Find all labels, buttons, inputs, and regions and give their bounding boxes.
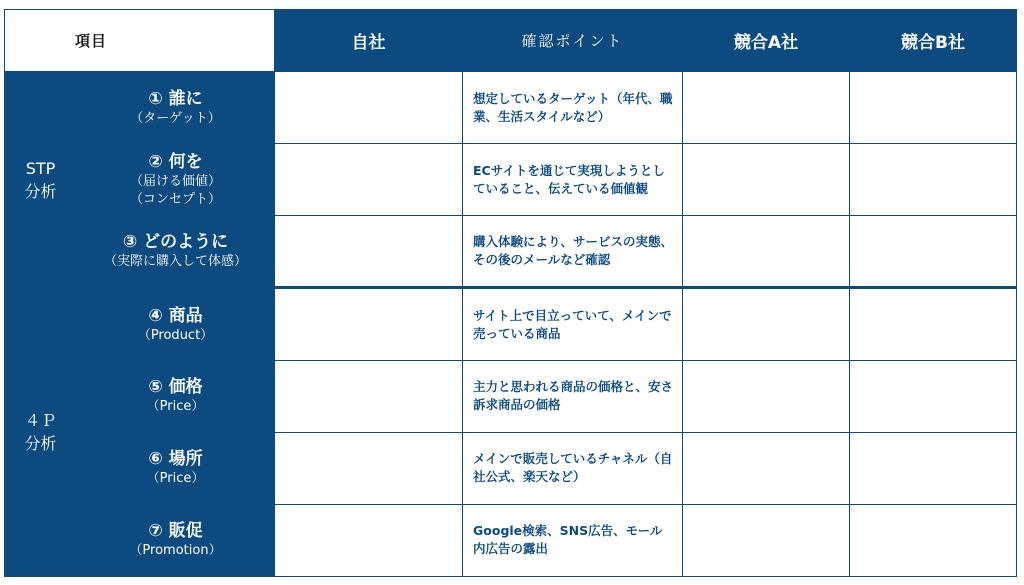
competitor-b-cell[interactable] xyxy=(850,144,1017,216)
item-cell xyxy=(77,432,275,504)
check-point-cell: Google検索、SNS広告、モール内広告の露出 xyxy=(463,504,683,576)
competitor-b-cell[interactable] xyxy=(850,360,1017,432)
item-title: ⑥ 場所 xyxy=(148,449,203,470)
competitor-b-cell[interactable] xyxy=(850,432,1017,504)
item-cell xyxy=(77,72,275,144)
item-subtitle: （Promotion） xyxy=(129,543,222,559)
item-cell xyxy=(77,504,275,576)
item-title: ④ 商品 xyxy=(148,305,203,326)
competitor-a-cell[interactable] xyxy=(683,72,850,144)
group-label-line: 分析 xyxy=(24,181,57,201)
item-cell xyxy=(77,144,275,216)
own-company-cell[interactable] xyxy=(275,72,463,144)
item-subtitle: （実際に購入して体感） xyxy=(104,254,248,270)
competitor-a-cell[interactable] xyxy=(683,360,850,432)
competitor-b-cell[interactable] xyxy=(850,288,1017,360)
table-row xyxy=(5,432,1017,504)
competitor-a-cell[interactable] xyxy=(683,144,850,216)
table-row xyxy=(5,216,1017,288)
item-subtitle: （コンセプト） xyxy=(130,191,222,207)
item-cell xyxy=(77,216,275,288)
table-row xyxy=(5,72,1017,144)
item-subtitle: （Price） xyxy=(146,399,205,415)
own-company-cell[interactable] xyxy=(275,432,463,504)
own-company-cell[interactable] xyxy=(275,504,463,576)
group-label-4p xyxy=(5,288,77,577)
header-competitor-b: 競合B社 xyxy=(850,10,1017,72)
own-company-cell[interactable] xyxy=(275,216,463,288)
comparison-table-frame xyxy=(4,9,1016,577)
header-own-company: 自社 xyxy=(275,10,463,72)
header-item: 項目 xyxy=(5,10,275,72)
competitor-a-cell[interactable] xyxy=(683,504,850,576)
table-row xyxy=(5,288,1017,360)
header-row xyxy=(5,10,1017,72)
item-title: ⑤ 価格 xyxy=(148,377,203,398)
check-point-cell: 想定しているターゲット（年代、職業、生活スタイルなど） xyxy=(463,72,683,144)
competitor-b-cell[interactable] xyxy=(850,216,1017,288)
table-row xyxy=(5,144,1017,216)
item-subtitle: （届ける価値） xyxy=(130,173,222,189)
group-label-line: STP xyxy=(25,158,56,178)
own-company-cell[interactable] xyxy=(275,288,463,360)
comparison-table xyxy=(4,9,1017,577)
item-subtitle: （Price） xyxy=(146,471,205,487)
check-point-cell: 主力と思われる商品の価格と、安さ訴求商品の価格 xyxy=(463,360,683,432)
check-point-cell: サイト上で目立っていて、メインで売っている商品 xyxy=(463,288,683,360)
check-point-cell: ECサイトを通じて実現しようとしていること、伝えている価値観 xyxy=(463,144,683,216)
competitor-b-cell[interactable] xyxy=(850,72,1017,144)
header-check-points: 確認ポイント xyxy=(463,10,683,72)
item-cell xyxy=(77,360,275,432)
own-company-cell[interactable] xyxy=(275,360,463,432)
group-label-line: ４Ｐ xyxy=(24,411,57,431)
table-row xyxy=(5,504,1017,576)
item-title: ⑦ 販促 xyxy=(148,521,203,542)
item-title: ② 何を xyxy=(148,151,203,172)
item-subtitle: （Product） xyxy=(137,327,214,343)
competitor-b-cell[interactable] xyxy=(850,504,1017,576)
competitor-a-cell[interactable] xyxy=(683,216,850,288)
check-point-cell: 購入体験により、サービスの実態、その後のメールなど確認 xyxy=(463,216,683,288)
item-cell xyxy=(77,288,275,360)
competitor-a-cell[interactable] xyxy=(683,432,850,504)
own-company-cell[interactable] xyxy=(275,144,463,216)
item-title: ① 誰に xyxy=(148,88,203,109)
item-subtitle: （ターゲット） xyxy=(130,110,221,126)
competitor-a-cell[interactable] xyxy=(683,288,850,360)
group-label-line: 分析 xyxy=(24,434,57,454)
table-row xyxy=(5,360,1017,432)
item-title: ③ どのように xyxy=(122,232,229,253)
check-point-cell: メインで販売しているチャネル（自社公式、楽天など） xyxy=(463,432,683,504)
header-competitor-a: 競合A社 xyxy=(683,10,850,72)
group-label-stp xyxy=(5,72,77,288)
